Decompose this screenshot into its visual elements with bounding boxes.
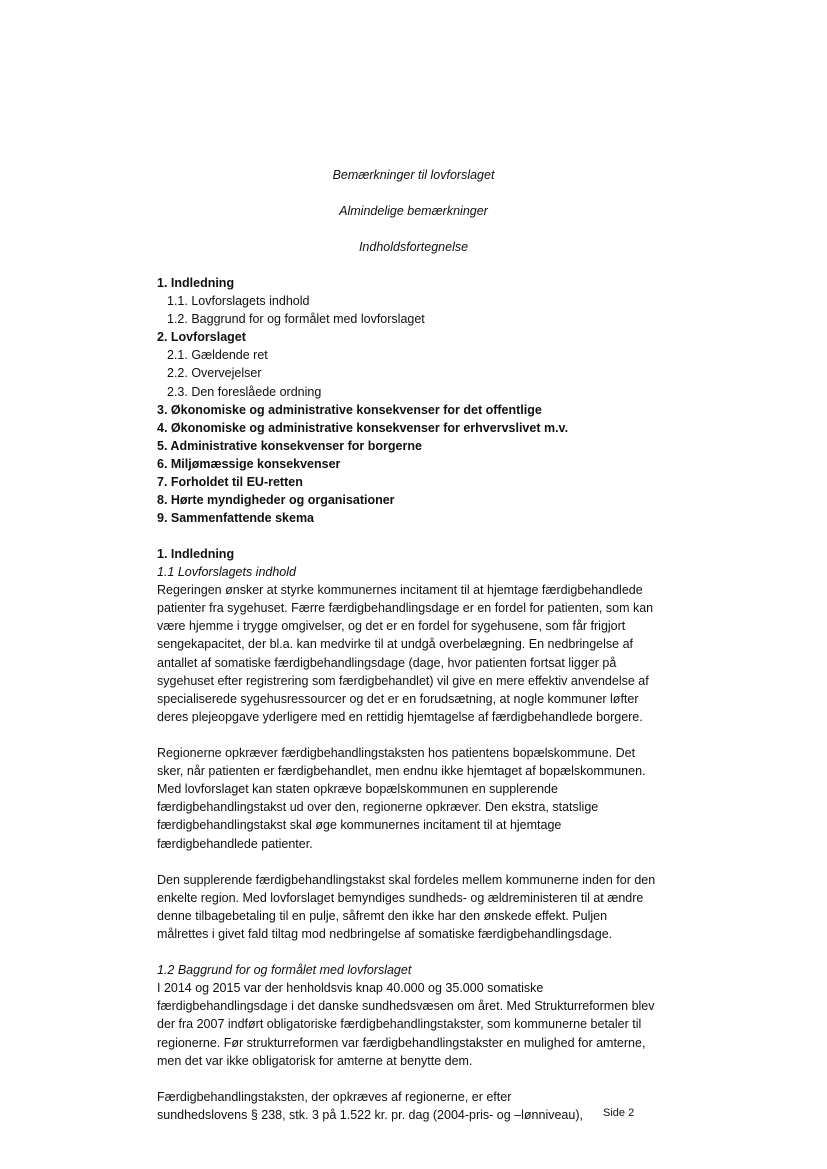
toc-entry: 1. Indledning [157,276,235,290]
general-remarks-title: Almindelige bemærkninger [339,204,488,218]
paragraph-4 [157,979,677,1069]
text-line: enkelte region. Med lovforslaget bemyndiges sundheds- og ældreministeren til at ændre [157,890,644,905]
document-body [157,545,677,1124]
text-line: regionerne. Før strukturreformen var færdigbehandlingstakster en mulighed for amterne, [157,1035,646,1050]
text-line: denne tilbagebetaling til en pulje, såfremt den ikke har den ønskede effekt. Puljen [157,908,608,923]
toc-entry: 7. Forholdet til EU-retten [157,475,303,490]
page-number: Side 2 [603,1107,635,1119]
text-line: Regeringen ønsker at styrke kommunernes incitament til at hjemtage færdigbehandlede [157,583,643,598]
text-line: specialiserede sygehusressourcer og det er en forudsætning, at nogle kommuner løfter [157,691,639,706]
table-of-contents [157,274,717,527]
toc-entry: 5. Administrative konsekvenser for borgerne [157,438,422,453]
text-line: sengekapacitet, der bl.a. kan medvirke til at undgå overbelægning. En nedbringelse af [157,637,633,652]
toc-entry: 6. Miljømæssige konsekvenser [157,456,341,471]
text-line: Regionerne opkræver færdigbehandlingstaksten hos patientens bopælskommune. Det [157,746,636,761]
text-line: færdigbehandlingstakst skal øge kommunernes incitament til at hjemtage [157,818,562,833]
text-line: målrettes i givet fald tiltag mod nedbringelse af somatiske færdigbehandlingsdage. [157,926,613,941]
subsection-heading-content: 1.1 Lovforslagets indhold [157,565,296,580]
toc-entry: 8. Hørte myndigheder og organisationer [157,493,395,508]
text-line: antallet af somatiske færdigbehandlingsdage (dage, hvor patienten fortsat ligger på [157,655,617,670]
paragraph-2 [157,744,677,853]
text-line: Den supplerende færdigbehandlingstakst skal fordeles mellem kommunerne inden for den [157,872,656,887]
toc-entry: 4. Økonomiske og administrative konsekvenser for erhvervslivet m.v. [157,420,569,435]
text-line: patienter fra sygehuset. Færre færdigbehandlingsdage er en fordel for patienten, som kan [157,601,654,616]
toc-entry: 2.3. Den foreslåede ordning [167,384,322,399]
toc-entry: 2.1. Gældende ret [167,348,268,363]
text-line: Færdigbehandlingstaksten, der opkræves af regionerne, er efter [157,1089,512,1104]
text-line: færdigbehandlede patienter. [157,836,313,851]
text-line: I 2014 og 2015 var der henholdsvis knap 40.000 og 35.000 somatiske [157,981,544,996]
text-line: Med lovforslaget kan staten opkræve bopælskommunen en supplerende [157,782,558,797]
toc-entry: 1.2. Baggrund for og formålet med lovforslaget [167,312,425,327]
paragraph-5 [157,1088,677,1124]
text-line: sundhedslovens § 238, stk. 3 på 1.522 kr. pr. dag (2004-pris- og –lønniveau), [157,1107,583,1122]
text-line: der fra 2007 indført obligatoriske færdigbehandlingstakster, som kommunerne betaler til [157,1017,642,1032]
toc-entry: 9. Sammenfattende skema [157,511,315,526]
main-title: Bemærkninger til lovforslaget [332,168,495,182]
subsection-heading-background: 1.2 Baggrund for og formålet med lovforslaget [157,963,412,978]
toc-entry: 2. Lovforslaget [157,330,246,345]
text-line: men det var ikke obligatorisk for amterne at benytte dem. [157,1053,473,1068]
text-line: sygehuset efter registrering som færdigbehandlet) vil give en mere effektiv anvendelse af [157,673,649,688]
text-line: deres plejeopgave yderligere med en rettidig hjemtagelse af færdigbehandlede borgere. [157,709,643,724]
toc-title: Indholdsfortegnelse [358,240,469,254]
text-line: færdigbehandlingsdage i det danske sundhedsvæsen om året. Med Strukturreformen blev [157,999,655,1014]
toc-entry: 1.1. Lovforslagets indhold [167,294,310,309]
toc-entry: 3. Økonomiske og administrative konsekvenser for det offentlige [157,402,542,417]
text-line: sker, når patienten er færdigbehandlet, men endnu ikke hjemtaget af bopælskommunen. [157,764,646,779]
paragraph-1 [157,581,677,726]
text-line: færdigbehandlingstakst ud over den, regionerne opkræver. Den ekstra, statslige [157,800,599,815]
toc-entry: 2.2. Overvejelser [167,366,262,381]
paragraph-3 [157,871,677,943]
text-line: være hjemme i trygge omgivelser, og det er en fordel for sygehusene, som får frigjort [157,619,626,634]
section-heading-introduction: 1. Indledning [157,547,235,561]
